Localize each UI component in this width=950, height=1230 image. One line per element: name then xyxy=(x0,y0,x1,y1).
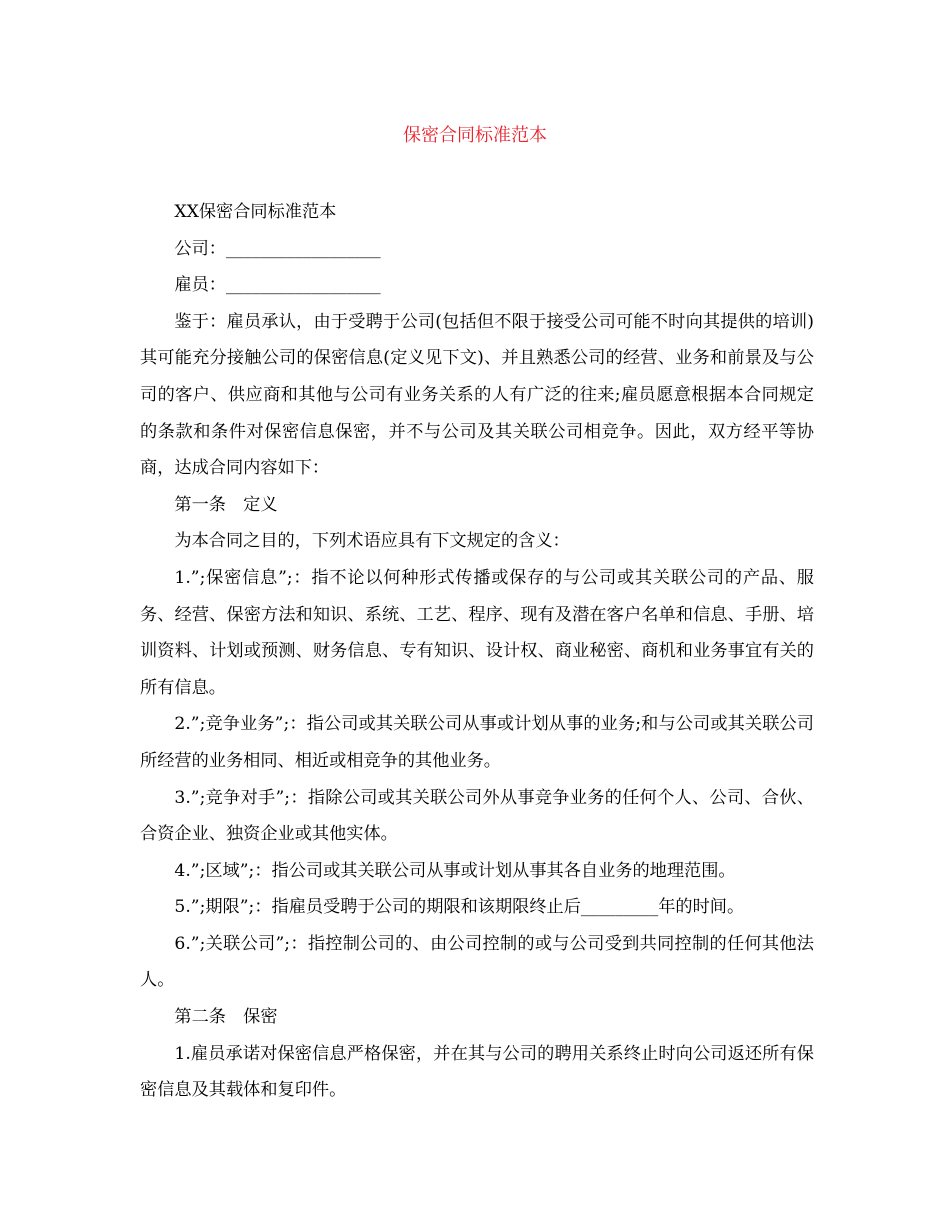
confidentiality-clause-1: 1.雇员承诺对保密信息严格保密，并在其与公司的聘用关系终止时向公司返还所有保密信息及其载体和复印件。 xyxy=(140,1043,814,1101)
article-2-heading: 第二条 保密 xyxy=(174,1007,278,1028)
preamble-paragraph: 鉴于：雇员承认，由于受聘于公司(包括但不限于接受公司可能不时向其提供的培训)其可能充分接触公司的保密信息(定义见下文)、并且熟悉公司的经营、业务和前景及与公司的客户、供应商和其他与公司有业务关系的人有广泛的往来;雇员愿意根据本合同规定的条款和条件对保密信息保密，并不与公司及其关联公司相竞争。因此，双方经平等协商，达成合同内容如下： xyxy=(140,311,814,479)
definition-confidential-info: 1.”;保密信息”;：指不论以何种形式传播或保存的与公司或其关联公司的产品、服务、经营、保密方法和知识、系统、工艺、程序、现有及潜在客户名单和信息、手册、培训资料、计划或预测、财务信息、专有知识、设计权、商业秘密、商机和业务事宜有关的所有信息。 xyxy=(140,567,814,698)
definition-competing-business: 2.”;竞争业务”;：指公司或其关联公司从事或计划从事的业务;和与公司或其关联公司所经营的业务相同、相近或相竞争的其他业务。 xyxy=(140,714,814,771)
definition-competitor: 3.”;竞争对手”;：指除公司或其关联公司外从事竞争业务的任何个人、公司、合伙、合资企业、独资企业或其他实体。 xyxy=(140,787,814,845)
company-line: 公司：__________________ xyxy=(174,238,381,259)
definition-term: 5.”;期限”;：指雇员受聘于公司的期限和该期限终止后_________年的时间。 xyxy=(174,897,745,918)
article-1-heading: 第一条 定义 xyxy=(174,494,278,515)
definition-affiliate: 6.”;关联公司”;：指控制公司的、由公司控制的或与公司受到共同控制的任何其他法人。 xyxy=(140,933,814,991)
definition-region: 4.”;区域”;：指公司或其关联公司从事或计划从事其各自业务的地理范围。 xyxy=(174,860,736,881)
document-body xyxy=(140,194,814,1109)
subtitle-line: XX保密合同标准范本 xyxy=(174,202,337,222)
definitions-intro: 为本合同之目的，下列术语应具有下文规定的含义： xyxy=(174,531,570,552)
document-title: 保密合同标准范本 xyxy=(403,125,547,146)
employee-line: 雇员：__________________ xyxy=(174,275,381,296)
